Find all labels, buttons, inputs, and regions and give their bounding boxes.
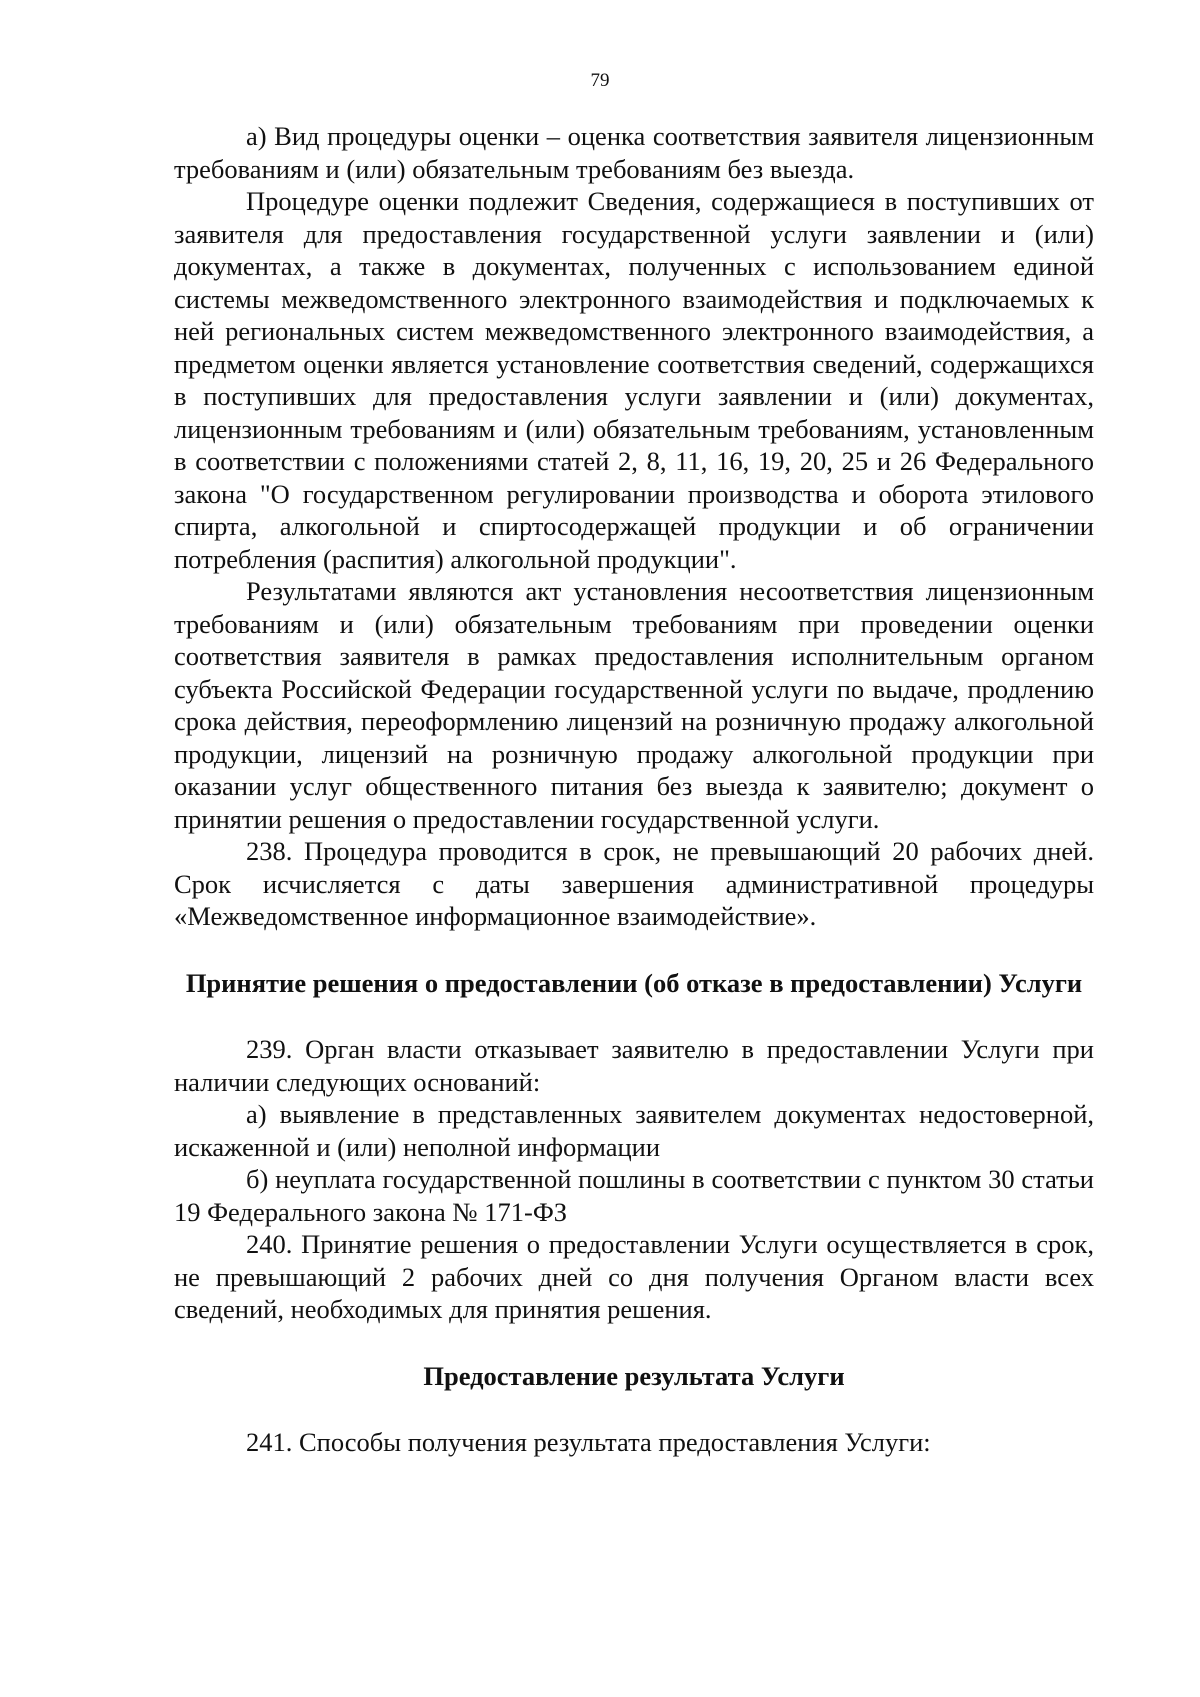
paragraph-239-a: а) выявление в представленных заявителем документах недостоверной, искаженной и (или) неполной информации <box>174 1099 1094 1162</box>
paragraph-assessment-type: а) Вид процедуры оценки – оценка соответствия заявителя лицензионным требованиям и (или) обязательным требованиям без выезда. <box>174 121 1094 184</box>
paragraph-240: 240. Принятие решения о предоставлении Услуги осуществляется в срок, не превышающий 2 рабочих дней со дня получения Органом власти всех сведений, необходимых для принятия решения. <box>174 1229 1094 1324</box>
section-heading-result: Предоставление результата Услуги <box>423 1360 845 1391</box>
paragraph-238: 238. Процедура проводится в срок, не превышающий 20 рабочих дней. Срок исчисляется с даты завершения административной процедуры «Межведомственное информационное взаимодействие». <box>174 836 1094 931</box>
document-body <box>174 120 1094 1459</box>
paragraph-assessment-results: Результатами являются акт установления несоответствия лицензионным требованиям и (или) обязательным требованиям при проведении оценки соответствия заявителя в рамках предоставления исполнительным органом субъекта Российской Федерации государственной услуги по выдаче, продлению срока действия, переоформлению лицензий на розничную продажу алкогольной продукции, лицензий на розничную продажу алкогольной продукции при оказании услуг общественного питания без выезда к заявителю; документ о принятии решения о предоставлении государственной услуги. <box>174 576 1094 834</box>
paragraph-assessment-subject: Процедуре оценки подлежит Сведения, содержащиеся в поступивших от заявителя для предоставления государственной услуги заявлении и (или) документах, а также в документах, полученных с использованием единой системы межведомственного электронного взаимодействия и подключаемых к ней региональных систем межведомственного электронного взаимодействия, а предметом оценки является установление соответствия сведений, содержащихся в поступивших для предоставления услуги заявлении и (или) документах, лицензионным требованиям и (или) обязательным требованиям, установленным в соответствии с положениями статей 2, 8, 11, 16, 19, 20, 25 и 26 Федерального закона "О государственном регулировании производства и оборота этилового спирта, алкогольной и спиртосодержащей продукции и об ограничении потребления (распития) алкогольной продукции". <box>174 186 1094 574</box>
page-number: 79 <box>590 70 610 91</box>
paragraph-241: 241. Способы получения результата предоставления Услуги: <box>246 1427 931 1457</box>
paragraph-239-b: б) неуплата государственной пошлины в соответствии с пунктом 30 статьи 19 Федерального закона № 171-ФЗ <box>174 1164 1094 1227</box>
section-heading-decision: Принятие решения о предоставлении (об отказе в предоставлении) Услуги <box>185 967 1083 998</box>
paragraph-239: 239. Орган власти отказывает заявителю в предоставлении Услуги при наличии следующих оснований: <box>174 1034 1094 1097</box>
